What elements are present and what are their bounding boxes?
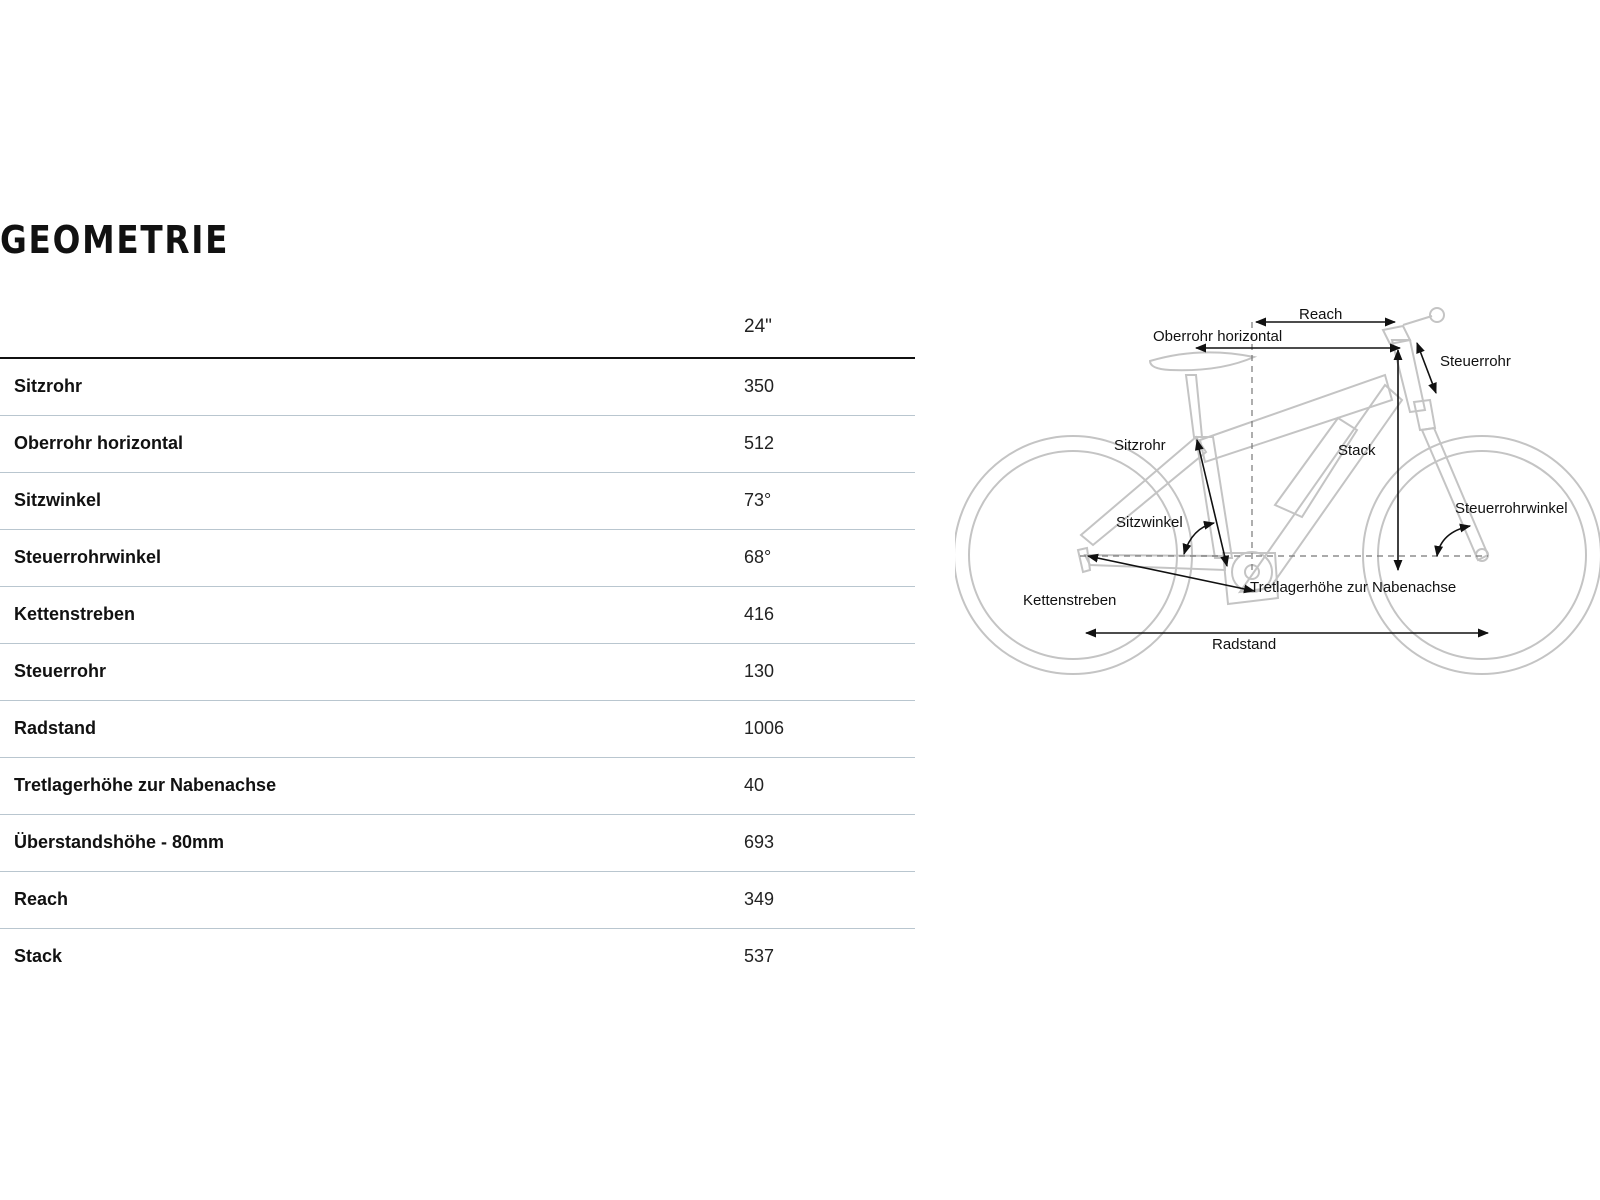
handlebar-end	[1430, 308, 1444, 322]
table-row	[0, 416, 915, 473]
table-row	[0, 644, 915, 701]
rear-dropout	[1078, 548, 1090, 572]
row-label: Überstandshöhe - 80mm	[14, 832, 225, 852]
row-value: 73°	[744, 490, 772, 510]
row-value: 130	[744, 661, 775, 681]
row-value: 349	[744, 889, 775, 909]
row-label: Steuerrohr	[14, 661, 107, 681]
page-title: GEOMETRIE	[0, 218, 230, 262]
bike-geometry-diagram	[955, 300, 1600, 690]
row-value: 537	[744, 946, 775, 966]
saddle	[1150, 352, 1254, 370]
stem	[1383, 326, 1410, 344]
row-value: 1006	[744, 718, 785, 738]
table-row	[0, 587, 915, 644]
label-chainstay: Kettenstreben	[1023, 592, 1117, 609]
row-label: Tretlagerhöhe zur Nabenachse	[14, 775, 277, 795]
label-top-tube: Oberrohr horizontal	[1153, 328, 1283, 345]
row-value: 512	[744, 433, 775, 453]
row-label: Steuerrohrwinkel	[14, 547, 162, 567]
table-header	[0, 302, 915, 359]
label-wheelbase: Radstand	[1212, 636, 1277, 653]
row-value: 40	[744, 775, 765, 795]
row-label: Sitzwinkel	[14, 490, 102, 510]
table-row	[0, 359, 915, 416]
label-reach: Reach	[1299, 306, 1343, 323]
handlebar	[1403, 316, 1432, 325]
size-column-header: 24"	[744, 316, 772, 337]
table-row	[0, 701, 915, 758]
row-label: Reach	[14, 889, 69, 909]
label-head-tube: Steuerrohr	[1440, 353, 1511, 370]
table-row	[0, 758, 915, 815]
front-wheel-inner	[1378, 451, 1586, 659]
label-head-angle: Steuerrohrwinkel	[1455, 500, 1568, 517]
battery	[1275, 418, 1357, 517]
table-row	[0, 530, 915, 587]
table-row	[0, 473, 915, 530]
chain-stay	[1085, 555, 1225, 570]
row-value: 68°	[744, 547, 772, 567]
table-row	[0, 872, 915, 929]
row-value: 693	[744, 832, 775, 852]
geometry-table	[0, 302, 915, 986]
row-label: Oberrohr horizontal	[14, 433, 184, 453]
label-bb-drop: Tretlagerhöhe zur Nabenachse	[1250, 579, 1457, 596]
row-label: Sitzrohr	[14, 376, 83, 396]
seat-post	[1186, 375, 1202, 437]
table-row	[0, 815, 915, 872]
chainstay-arrow	[1088, 556, 1254, 591]
row-label: Kettenstreben	[14, 604, 136, 624]
label-stack: Stack	[1338, 442, 1376, 459]
row-value: 416	[744, 604, 775, 624]
table-row	[0, 929, 915, 986]
row-value: 350	[744, 376, 775, 396]
row-label: Radstand	[14, 718, 97, 738]
label-seat-tube: Sitzrohr	[1114, 437, 1166, 454]
bike-geometry-svg	[955, 300, 1600, 690]
row-label: Stack	[14, 946, 63, 966]
label-seat-angle: Sitzwinkel	[1116, 514, 1183, 531]
